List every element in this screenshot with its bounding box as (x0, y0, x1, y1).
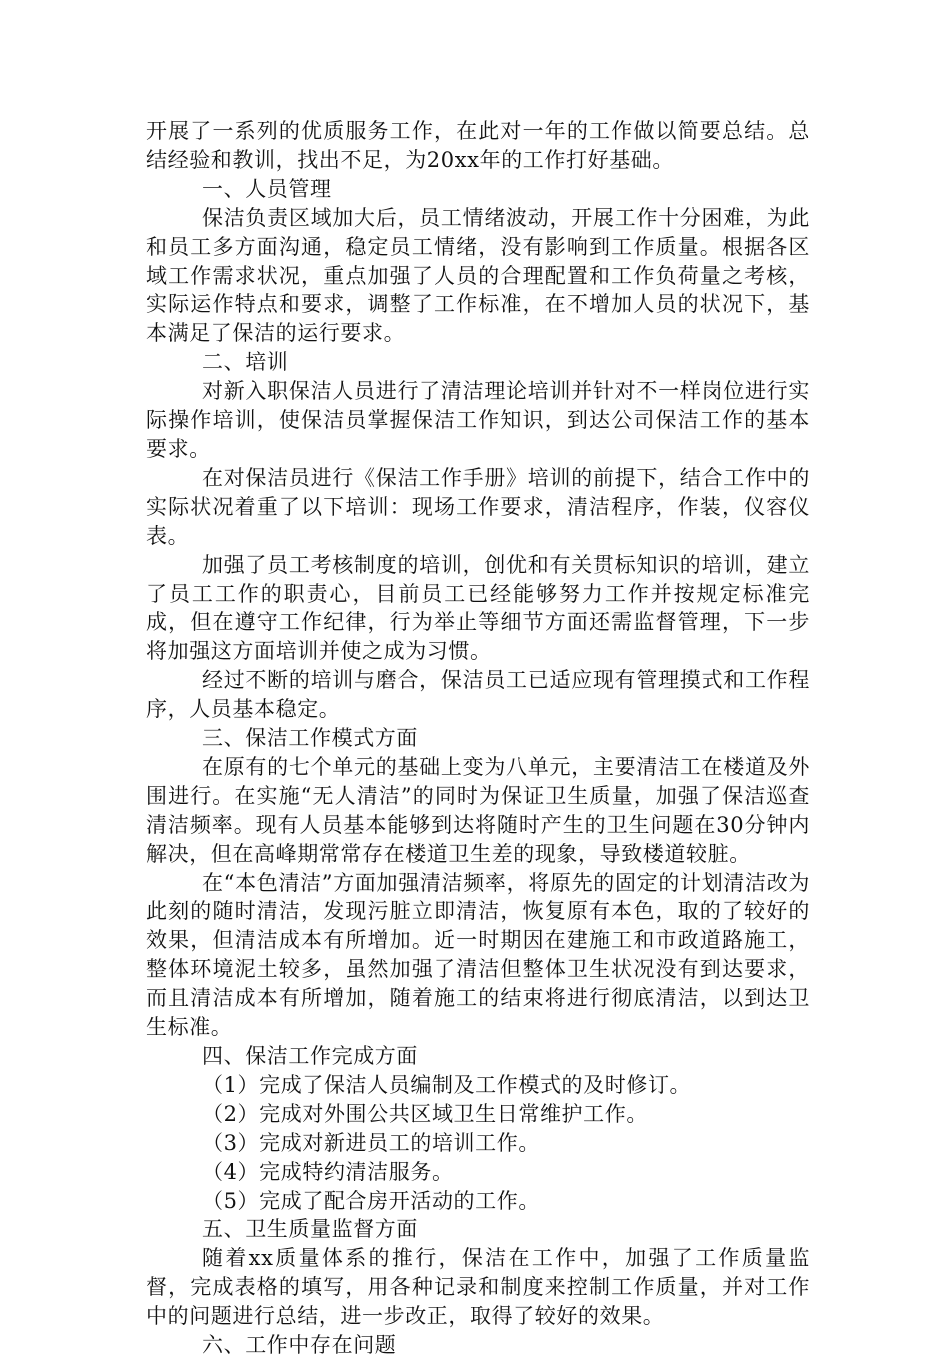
paragraph-work-mode-2: 在“本色清洁”方面加强清洁频率，将原先的固定的计划清洁改为此刻的随时清洁，发现污脏立即清洁，恢复原有本色，取的了较好的效果，但清洁成本有所增加。近一时期因在建施工和市政道路施工，整体环境泥土较多，虽然加强了清洁但整体卫生状况没有到达要求，而且清洁成本有所增加，随着施工的结束将进行彻底清洁，以到达卫生标准。 (146, 870, 810, 1040)
section-heading-quality: 五、卫生质量监督方面 (202, 1217, 418, 1242)
paragraph-training-1: 对新入职保洁人员进行了清洁理论培训并针对不一样岗位进行实际操作培训，使保洁员掌握保洁工作知识，到达公司保洁工作的基本要求。 (146, 379, 810, 461)
paragraph-personnel: 保洁负责区域加大后，员工情绪波动，开展工作十分困难，为此和员工多方面沟通，稳定员工情绪，没有影响到工作质量。根据各区域工作需求状况，重点加强了人员的合理配置和工作负荷量之考核，实际运作特点和要求，调整了工作标准，在不增加人员的状况下，基本满足了保洁的运行要求。 (146, 205, 810, 346)
section-heading-training: 二、培训 (202, 350, 289, 375)
paragraph-training-2: 在对保洁员进行《保洁工作手册》培训的前提下，结合工作中的实际状况着重了以下培训：现场工作要求，清洁程序，作装，仪容仪表。 (146, 465, 810, 548)
paragraph-quality: 随着xx质量体系的推行，保洁在工作中，加强了工作质量监督，完成表格的填写，用各种记录和制度来控制工作质量，并对工作中的问题进行总结，进一步改正，取得了较好的效果。 (146, 1246, 810, 1329)
document-page (146, 117, 810, 1360)
paragraph-work-mode-1: 在原有的七个单元的基础上变为八单元，主要清洁工在楼道及外围进行。在实施“无人清洁”的同时为保证卫生质量，加强了保洁巡查清洁频率。现有人员基本能够到达将随时产生的卫生问题在30分钟内解决，但在高峰期常常存在楼道卫生差的现象，导致楼道较脏。 (146, 754, 810, 866)
section-heading-completion: 四、保洁工作完成方面 (202, 1044, 418, 1068)
list-item: （2）完成对外围公共区域卫生日常维护工作。 (202, 1101, 648, 1126)
list-item: （4）完成特约清洁服务。 (202, 1159, 454, 1184)
list-item: （1）完成了保洁人员编制及工作模式的及时修订。 (202, 1072, 692, 1097)
paragraph-training-4: 经过不断的培训与磨合，保洁员工已适应现有管理摸式和工作程序，人员基本稳定。 (146, 668, 810, 722)
section-heading-work-mode: 三、保洁工作模式方面 (202, 726, 418, 751)
paragraph-training-3: 加强了员工考核制度的培训，创优和有关贯标知识的培训，建立了员工工作的职责心，目前员工已经能够努力工作并按规定标准完成，但在遵守工作纪律，行为举止等细节方面还需监督管理，下一步将加强这方面培训并使之成为习惯。 (146, 552, 810, 664)
list-item: （5）完成了配合房开活动的工作。 (202, 1188, 540, 1213)
list-item: （3）完成对新进员工的培训工作。 (202, 1130, 540, 1155)
paragraph-intro: 开展了一系列的优质服务工作，在此对一年的工作做以简要总结。总结经验和教训，找出不足，为20xx年的工作打好基础。 (146, 119, 810, 172)
section-heading-problems: 六、工作中存在问题 (202, 1333, 397, 1358)
section-heading-personnel: 一、人员管理 (202, 176, 332, 201)
